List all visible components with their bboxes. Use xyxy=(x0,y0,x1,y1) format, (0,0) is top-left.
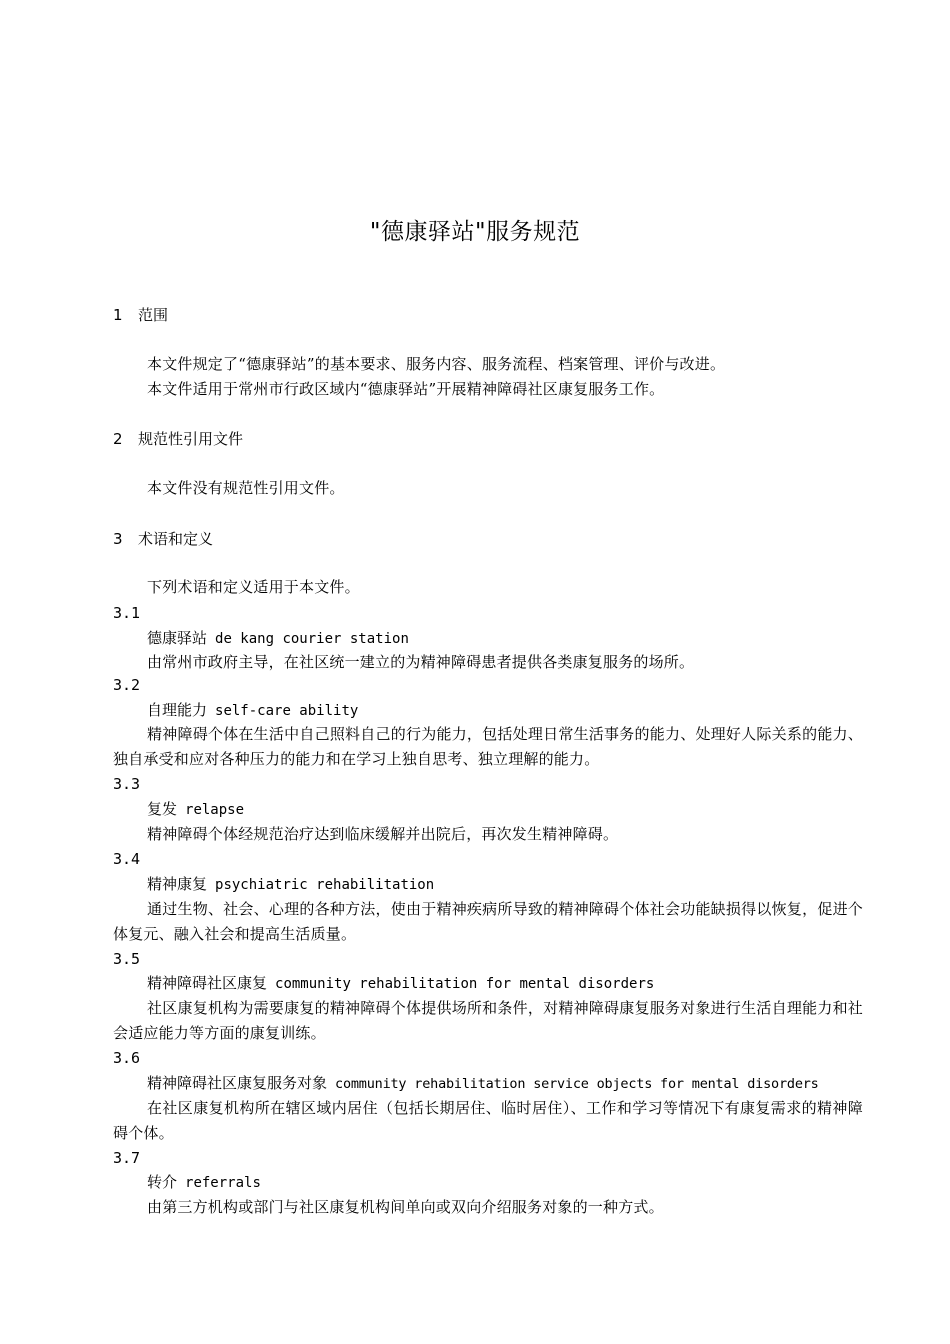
section-number: 3 xyxy=(113,530,123,548)
term-chinese: 精神康复 xyxy=(147,875,208,893)
clause-number: 3.1 xyxy=(113,604,141,622)
term-definition: 精神障碍个体经规范治疗达到临床缓解并出院后，再次发生精神障碍。 xyxy=(147,825,619,843)
term-entry xyxy=(147,1072,819,1095)
section-number: 2 xyxy=(113,430,123,448)
term-definition: 精神障碍个体在生活中自己照料自己的行为能力，包括处理日常生活事务的能力、处理好人际关系的能力、独自承受和应对各种压力的能力和在学习上独自思考、独立理解的能力。 xyxy=(113,725,863,768)
section-heading-terms xyxy=(113,528,213,550)
scope-paragraph-1: 本文件规定了“德康驿站”的基本要求、服务内容、服务流程、档案管理、评价与改进。 xyxy=(147,355,726,373)
terms-intro: 下列术语和定义适用于本文件。 xyxy=(147,578,360,596)
clause-number: 3.6 xyxy=(113,1049,141,1067)
term-entry xyxy=(147,972,654,995)
term-english: psychiatric rehabilitation xyxy=(215,877,435,893)
section-heading-normative xyxy=(113,428,243,450)
term-definition: 通过生物、社会、心理的各种方法，使由于精神疾病所导致的精神障碍个体社会功能缺损得以恢复，促进个体复元、融入社会和提高生活质量。 xyxy=(113,900,863,943)
term-entry xyxy=(147,798,244,821)
term-english: self-care ability xyxy=(215,703,359,719)
section-number: 1 xyxy=(113,306,123,324)
term-chinese: 自理能力 xyxy=(147,701,208,719)
clause-number: 3.2 xyxy=(113,676,141,694)
clause-number: 3.5 xyxy=(113,950,141,968)
normative-paragraph: 本文件没有规范性引用文件。 xyxy=(147,479,345,497)
term-english: community rehabilitation for mental disorders xyxy=(275,976,655,992)
term-definition: 由第三方机构或部门与社区康复机构间单向或双向介绍服务对象的一种方式。 xyxy=(147,1198,664,1216)
document-title: "德康驿站"服务规范 xyxy=(369,219,581,245)
term-definition: 在社区康复机构所在辖区域内居住（包括长期居住、临时居住）、工作和学习等情况下有康复需求的精神障碍个体。 xyxy=(113,1099,863,1142)
term-chinese: 精神障碍社区康复服务对象 xyxy=(147,1074,328,1092)
term-definition: 社区康复机构为需要康复的精神障碍个体提供场所和条件，对精神障碍康复服务对象进行生活自理能力和社会适应能力等方面的康复训练。 xyxy=(113,999,863,1042)
term-entry xyxy=(147,699,358,722)
scope-paragraph-2: 本文件适用于常州市行政区域内“德康驿站”开展精神障碍社区康复服务工作。 xyxy=(147,380,665,398)
term-english: community rehabilitation service objects for mental disorders xyxy=(335,1076,819,1092)
clause-number: 3.4 xyxy=(113,850,141,868)
term-english: de kang courier station xyxy=(215,631,409,647)
term-chinese: 复发 xyxy=(147,800,178,818)
term-entry xyxy=(147,627,409,650)
term-chinese: 转介 xyxy=(147,1173,178,1191)
section-heading-scope xyxy=(113,304,168,326)
term-definition: 由常州市政府主导，在社区统一建立的为精神障碍患者提供各类康复服务的场所。 xyxy=(147,653,695,671)
term-entry xyxy=(147,1171,261,1194)
term-english: relapse xyxy=(185,802,245,818)
term-chinese: 精神障碍社区康复 xyxy=(147,974,268,992)
section-title: 范围 xyxy=(138,306,169,324)
section-title: 术语和定义 xyxy=(138,530,214,548)
term-entry xyxy=(147,873,434,896)
term-english: referrals xyxy=(185,1175,261,1191)
clause-number: 3.7 xyxy=(113,1149,141,1167)
clause-number: 3.3 xyxy=(113,775,141,793)
section-title: 规范性引用文件 xyxy=(138,430,244,448)
term-chinese: 德康驿站 xyxy=(147,629,208,647)
